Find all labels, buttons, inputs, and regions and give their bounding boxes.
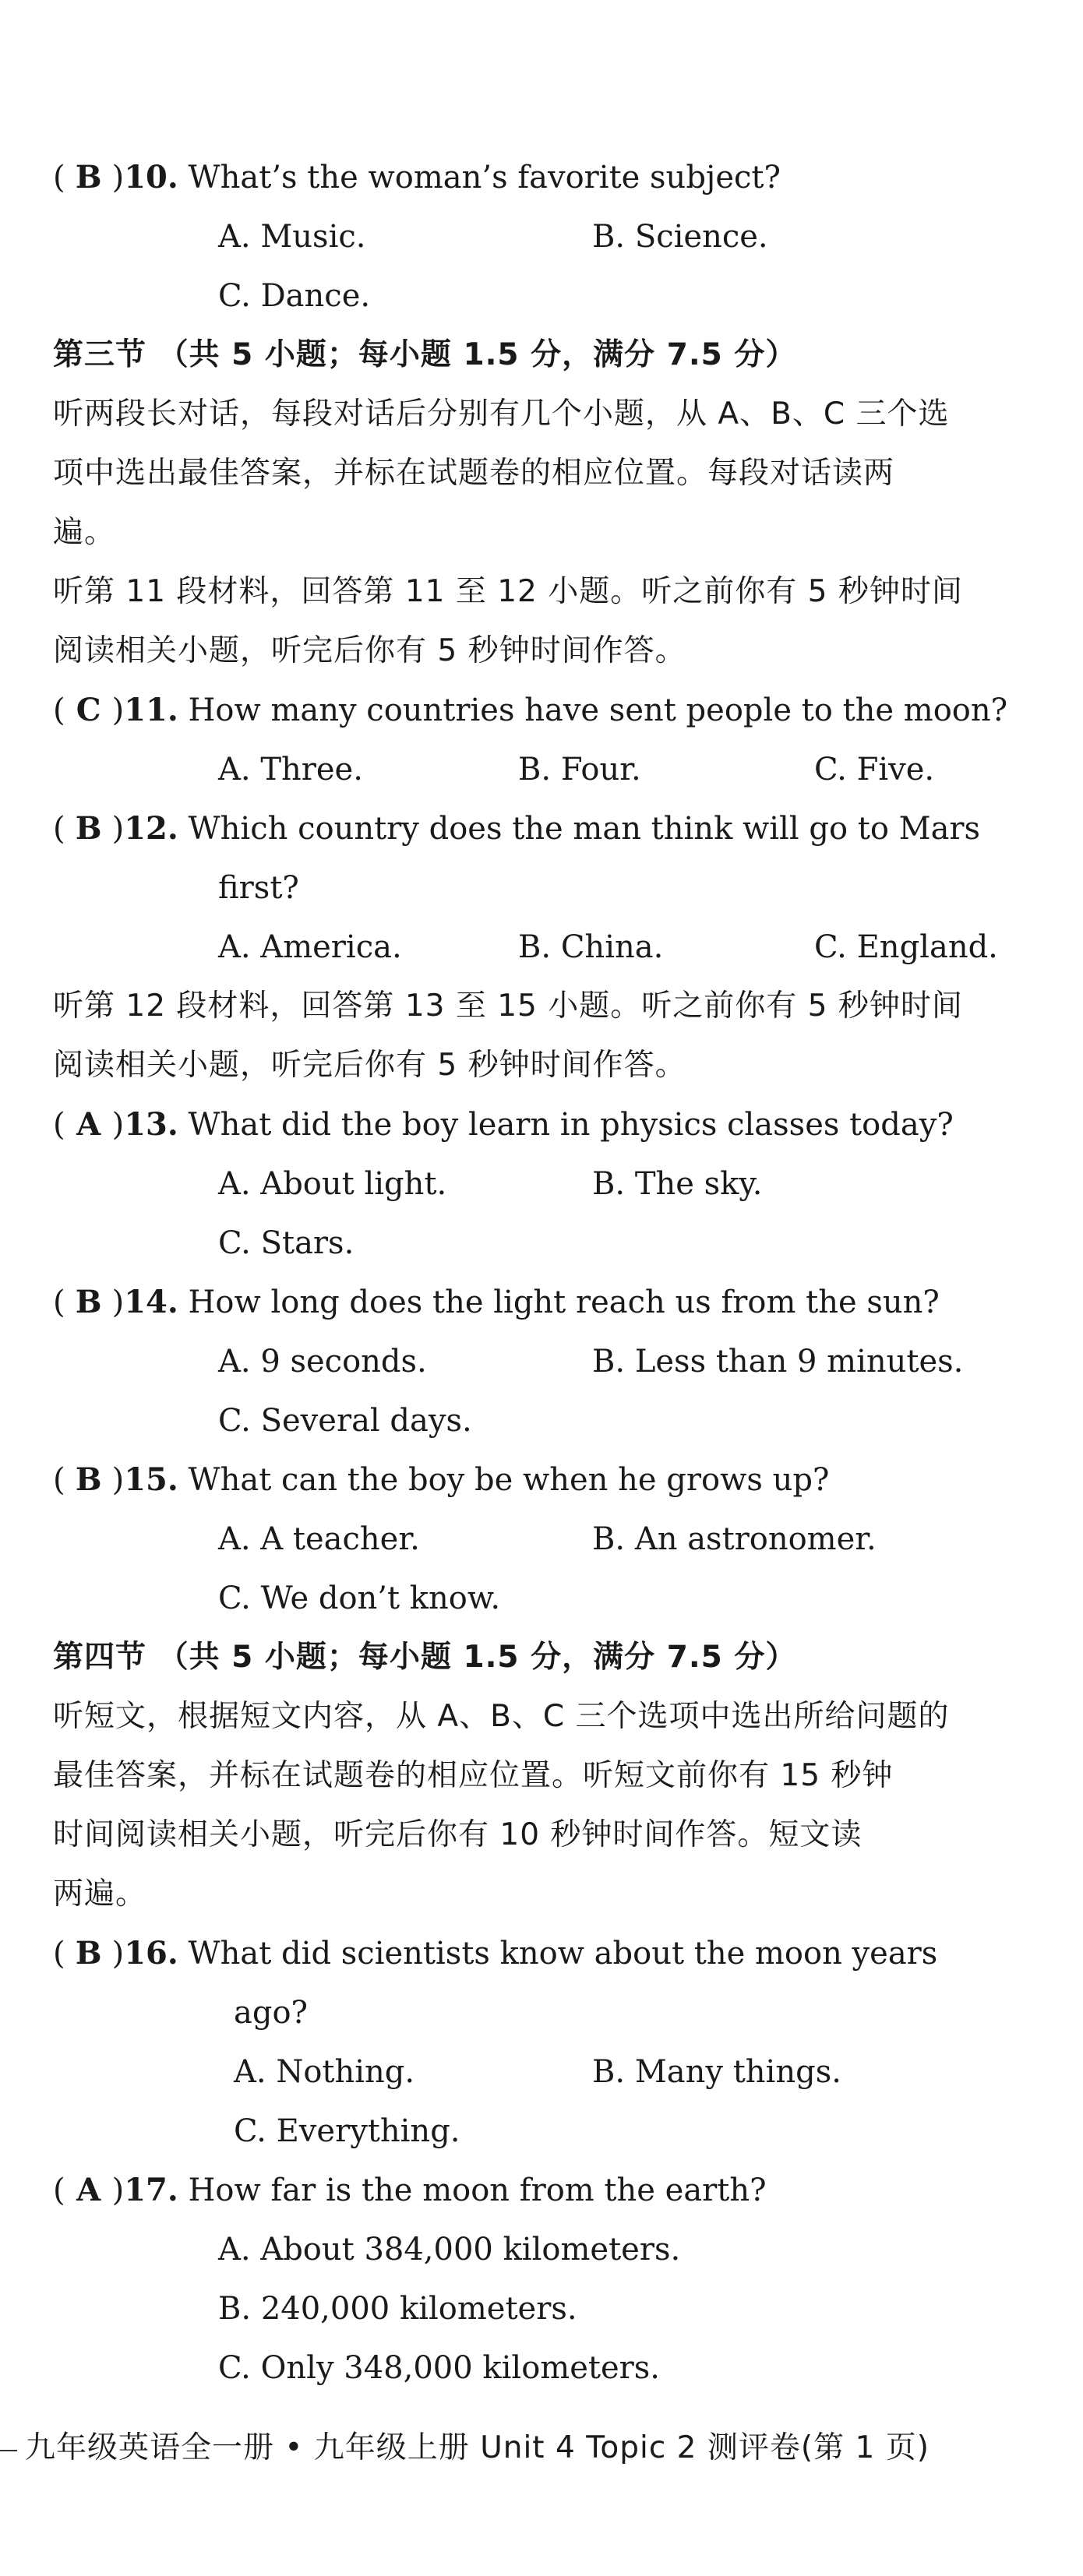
question-14-text: How long does the light reach us from the sun? [188,1284,940,1320]
question-12: ( B )12. Which country does the man think will go to Mars [53,807,980,851]
option-15b: B. An astronomer. [592,1521,877,1557]
option-13b: B. The sky. [592,1166,763,1202]
question-12-text: Which country does the man think will go to Mars [188,811,981,847]
option-17c: C. Only 348,000 kilometers. [218,2350,661,2386]
section3-heading: 第三节 （共 5 小题；每小题 1.5 分，满分 7.5 分） [53,337,797,372]
answer-14: B [75,1284,102,1320]
question-16-text-cont: ago? [234,1995,308,2031]
option-15a: A. A teacher. [218,1521,420,1557]
section3-instr-2: 项中选出最佳答案，并标在试题卷的相应位置。每段对话读两 [53,456,895,491]
option-13c: C. Stars. [218,1225,355,1261]
page-footer [0,2424,1083,2472]
option-10a: A. Music. [218,219,366,255]
option-14c: C. Several days. [218,1403,472,1439]
section4-instr-2: 最佳答案，并标在试题卷的相应位置。听短文前你有 15 秒钟 [53,1758,894,1793]
question-17-text: How far is the moon from the earth? [188,2173,767,2208]
option-16b: B. Many things. [592,2054,841,2090]
option-11a: A. Three. [218,752,363,788]
footer-rule [0,2450,17,2451]
option-13a: A. About light. [218,1166,447,1202]
material-11-line-1: 听第 11 段材料，回答第 11 至 12 小题。听之前你有 5 秒钟时间 [53,574,963,609]
option-15c: C. We don’t know. [218,1580,501,1616]
question-14: ( B )14. How long does the light reach us from the sun? [53,1281,940,1324]
question-11-text: How many countries have sent people to the moon? [188,692,1008,728]
answer-12: B [75,810,102,847]
section4-instr-3: 时间阅读相关小题，听完后你有 10 秒钟时间作答。短文读 [53,1817,863,1852]
answer-11: C [76,692,101,728]
option-12b: B. China. [518,929,664,965]
option-17a: A. About 384,000 kilometers. [218,2232,681,2268]
question-17: ( A )17. How far is the moon from the earth? [53,2169,767,2212]
question-11: ( C )11. How many countries have sent people to the moon? [53,689,1007,732]
option-10b: B. Science. [592,219,768,255]
option-14a: A. 9 seconds. [218,1344,427,1380]
answer-16: B [75,1935,102,1972]
answer-15: B [75,1461,102,1498]
material-12-line-1: 听第 12 段材料，回答第 13 至 15 小题。听之前你有 5 秒钟时间 [53,988,963,1024]
section4-instr-1: 听短文，根据短文内容，从 A、B、C 三个选项中选出所给问题的 [53,1699,950,1734]
question-15-text: What can the boy be when he grows up? [188,1462,830,1498]
option-14b: B. Less than 9 minutes. [592,1344,964,1380]
option-11c: C. Five. [814,752,935,788]
option-17b: B. 240,000 kilometers. [218,2291,577,2327]
section3-instr-1: 听两段长对话，每段对话后分别有几个小题，从 A、B、C 三个选 [53,396,950,432]
question-10-text: What’s the woman’s favorite subject? [188,160,781,196]
option-16a: A. Nothing. [234,2054,415,2090]
material-12-line-2: 阅读相关小题，听完后你有 5 秒钟时间作答。 [53,1048,686,1083]
question-10: ( B )10. What’s the woman’s favorite subject? [53,156,781,199]
question-12-text-cont: first? [218,870,299,906]
option-16c: C. Everything. [234,2113,460,2149]
option-12a: A. America. [218,929,402,965]
section4-heading: 第四节 （共 5 小题；每小题 1.5 分，满分 7.5 分） [53,1640,797,1675]
answer-10: B [75,159,102,196]
option-12c: C. England. [814,929,998,965]
option-11b: B. Four. [518,752,641,788]
question-13-text: What did the boy learn in physics classes today? [188,1107,954,1143]
answer-13: A [76,1106,101,1143]
question-16-text: What did scientists know about the moon years [188,1936,938,1972]
question-13: ( A )13. What did the boy learn in physics classes today? [53,1103,954,1147]
section4-instr-4: 两遍。 [53,1876,147,1912]
question-15: ( B )15. What can the boy be when he grows up? [53,1458,829,1502]
section3-instr-3: 遍。 [53,515,116,550]
option-10c: C. Dance. [218,278,371,314]
footer-text: 九年级英语全一册 • 九年级上册 Unit 4 Topic 2 测评卷(第 1 页) [25,2430,930,2465]
answer-17: A [76,2172,101,2208]
material-11-line-2: 阅读相关小题，听完后你有 5 秒钟时间作答。 [53,633,686,668]
question-16: ( B )16. What did scientists know about the moon years [53,1932,937,1975]
